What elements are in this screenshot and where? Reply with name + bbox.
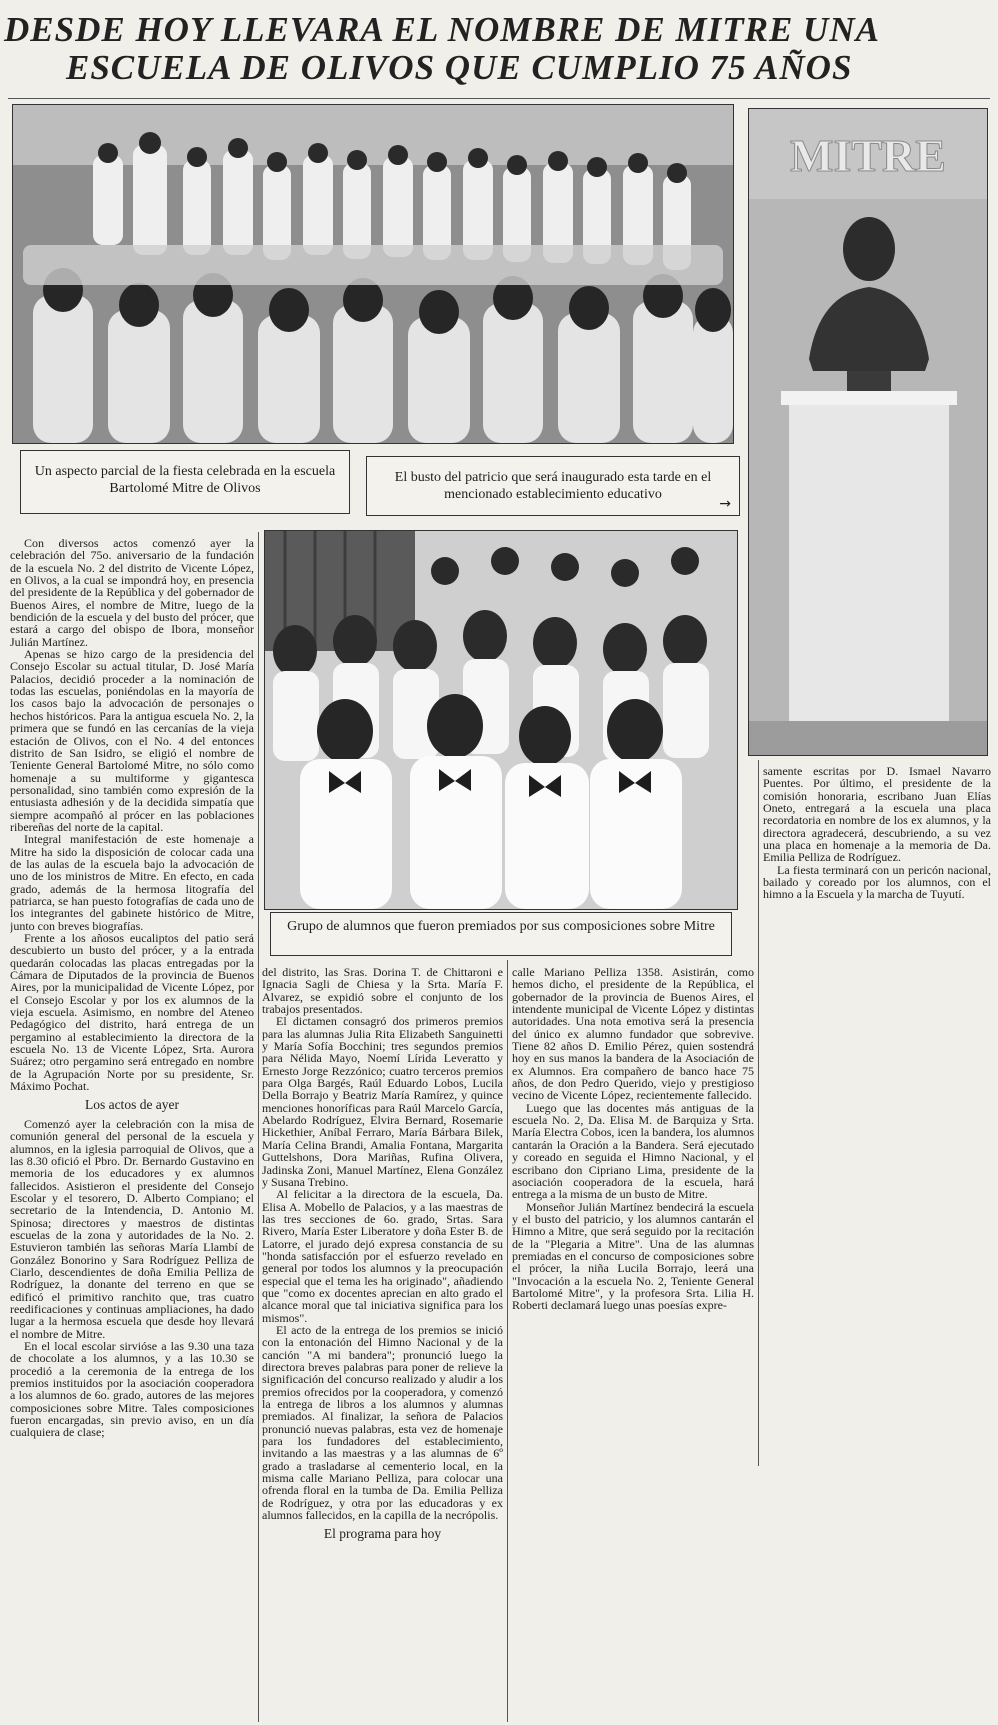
col1-paragraph: Con diversos actos comenzó ayer la celebración del 75o. aniversario de la fundación de la escuela No. 2 del distrito de Vicente López, en Olivos, a la cual se impondrá hoy, en presencia del presidente de la República y del gobernador de Buenos Aires, el nombre de Mitre, luego de la bendición de la escuela y del busto del prócer, que estará a cargo del obispo de Ibora, monseñor Julián Martínez. xyxy=(10,537,254,649)
crowd-photo xyxy=(12,104,734,444)
headline-line-1: DESDE HOY LLEVARA EL NOMBRE DE MITRE UNA xyxy=(4,10,880,49)
col4-paragraph: samente escritas por D. Ismael Navarro Puentes. Por último, el presidente de la comisión honoraria, escribano Juan Elías Oneto, entregará a la escuela una placa recordatoria en nombre de los ex alumnos, y la directora agradecerá, descubriendo, a su vez una placa en homenaje a la memoria de Da. Emilia Pelliza de Rodríguez. xyxy=(763,765,991,865)
col1-paragraph: Frente a los añosos eucaliptos del patio será descubierto un busto del prócer, y a la entrada quedarán colocadas las placas entregadas por la Cámara de Diputados de la provincia de Buenos Aires, por la municipalidad de Vicente López, por el Consejo Escolar y por los ex alumnos de la vieja escuela. Asimismo, en nombre del Ateneo Pedagógico del distrito, hará entrega de un pergamino al establecimiento la directora de la escuela No. 13 de Vicente López, Srta. Aurora Suárez; otro pergamino será entregado en nombre de la Agrupación Norte por su presidente, Sr. Máximo Pochat. xyxy=(10,931,254,1094)
col3-paragraph: Luego que las docentes más antiguas de la escuela No. 2, Da. Elisa M. de Barquiza y Srta. María Electra Cobos, icen la bandera, los alumnos cantarán la Oración a la Bandera. Será ejecutado y coreado en seguida el Himno Nacional, y el escribano don Cipriano Lima, presidente de la asociación cooperadora de la escuela, hará entrega a la misma de un busto de Mitre. xyxy=(512,1100,754,1202)
students-photo-caption xyxy=(270,912,732,956)
col2-paragraph: Al felicitar a la directora de la escuela, Da. Elisa A. Mobello de Palacios, y a las maestras de las tres secciones de 6o. grado, Srtas. Sara Rivero, María Ester Liberatore y doña Ester B. de Latorre, el jurado dejó expresa constancia de su "honda satisfacción por el esfuerzo revelado en general por todos los alumnos y la preocupación especial que el tema les ha originado", añadiendo que "como ex docentes aprecian en alto grado el alcance moral que tal iniciativa significa para los mismos". xyxy=(262,1187,503,1325)
article-column-2 xyxy=(262,966,503,1723)
col1-paragraph: Apenas se hizo cargo de la presidencia del Consejo Escolar su actual titular, D. José María Palacios, decidió proceder a la nominación de todas las escuelas, poniéndolas en la mayoría de los casos bajo la advocación de personajes o hechos históricos. Para la antigua escuela No. 2, la primera que se fundó en las cercanías de la vieja estación de Olivos, con el No. 4 del entonces distrito de San Isidro, se eligió el nombre de Teniente General Bartolomé Mitre, no sólo como homenaje a su multiforme y gigantesca personalidad, sino también como expresión de la entusiasta adhesión y de la decidida simpatía que siempre acompañó al prócer en las poblaciones ribereñas del norte de la capital. xyxy=(10,647,254,834)
article-column-4 xyxy=(763,765,991,965)
students-photo xyxy=(264,530,738,910)
column-rule-3 xyxy=(758,760,759,1466)
mitre-inscription: MITRE xyxy=(790,130,946,181)
bust-photo xyxy=(748,108,988,756)
col3-paragraph: Monseñor Julián Martínez bendecirá la escuela y el busto del patricio, y los alumnos cantarán el Himno a Mitre, que será seguido por la recitación de la "Plegaria a Mitre". Una de las alumnas premiadas en el concurso de composiciones sobre el prócer, la niña Lucila Borrajo, leerá una "Invocación a la escuela No. 2, Teniente General Bartolomé Mitre", y la profesora Srta. Lilia H. Roberti declamará luego unas poesías expre- xyxy=(512,1199,754,1313)
column-rule-2 xyxy=(507,960,508,1722)
article-column-1 xyxy=(10,537,254,1723)
crowd-photo-caption xyxy=(20,450,350,514)
col1-paragraph: Comenzó ayer la celebración con la misa de comunión general del personal de la escuela y alumnos, en la iglesia parroquial de Olivos, que a las 8.30 ofició el Pbro. Dr. Bernardo Gustavino en memoria de los educadores y ex alumnos fallecidos. Asistieron el presidente del Consejo Escolar y el tesorero, D. Alberto Compiano; el secretario de la Intendencia, D. Antonio M. Spinosa; directores y maestros de distintas escuelas de la zona y autoridades de la No. 2. Estuvieron también las señoras María Llambí de González Bonorino y Sara Rodríguez Pelliza de Ciarlo, descendientes de doña Emilia Pelliza de Rodríguez, la donante del terreno en que se edificó el primitivo ranchito que, tras cuatro reedificaciones y continuas ampliaciones, ha dado lugar a la hermosa escuela que desde hoy llevará el nombre de Mitre. xyxy=(10,1116,254,1341)
subhead-actos-de-ayer: Los actos de ayer xyxy=(84,1097,180,1113)
col1-paragraph: Integral manifestación de este homenaje a Mitre ha sido la disposición de colocar cada una de las aulas de la escuela bajo la advocación de uno de los ministros de Mitre. En efecto, en cada grado, además de la hermosa litografía del patriarca, se han puesto fotografías de cada uno de los integrantes del gabinete histórico de Mitre, junto con breves biografías. xyxy=(10,832,254,933)
col2-paragraph: El dictamen consagró dos primeros premios para las alumnas Julia Rita Elizabeth Sanguinetti y María Sofía Bocchini; tres segundos premios para Nélida Mayo, Noemí Lírida Leveratto y Ernesto Jorge Rezzónico; cuatro terceros premios para Olga Bargés, Raúl Eduardo Lobos, Lucila Della Borrajo y Beatriz María Ramírez, y quince menciones honoríficas para Raúl Marcelo García, Abelardo Rodríguez, Elvira Bernard, Rosemarie Hickethier, Aníbal Ferraro, María Bárbara Bilek, María Celina Brandi, Amalia Fontana, Margarita Guttelshons, Dora Mariñas, Rufina Olivera, Jadinska Zoni, Manuel Martínez, Elena González y Susana Trebino. xyxy=(262,1014,503,1189)
students-caption-text: Grupo de alumnos que fueron premiados por sus composiciones sobre Mitre xyxy=(287,919,715,934)
headline-line-2: ESCUELA DE OLIVOS QUE CUMPLIO 75 AÑOS xyxy=(66,48,853,87)
col4-paragraph: La fiesta terminará con un pericón nacional, bailado y coreado por los alumnos, con el himno a la Escuela y la marcha de Tuyutí. xyxy=(763,862,991,902)
col1-paragraph: En el local escolar sirvióse a las 9.30 una taza de chocolate a los alumnos, y a las 10.30 se procedió a la ceremonia de la entrega de los premios instituidos por la asociación cooperadora a los alumnos de 6o. grado, autores de las mejores composiciones sobre Mitre. Tales composiciones fueron encargadas, sin previo aviso, en un día cualquiera de clase; xyxy=(10,1339,254,1440)
column-rule-1 xyxy=(258,532,259,1722)
subhead-programa-para-hoy: El programa para hoy xyxy=(323,1526,442,1542)
bust-caption-text: El busto del patricio que será inaugurado esta tarde en el mencionado establecimiento educativo xyxy=(394,470,712,502)
col2-paragraph: del distrito, las Sras. Dorina T. de Chittaroni e Ignacia Sagli de Chiesa y la Srta. María F. Alvarez, se expidió sobre el conjunto de los trabajos presentados. xyxy=(262,966,503,1017)
header-rule xyxy=(8,98,990,99)
col3-paragraph: calle Mariano Pelliza 1358. Asistirán, como hemos dicho, el presidente de la República, el gobernador de la provincia de Buenos Aires, el intendente municipal de Vicente López y distintas autoridades. Una nota emotiva será la presencia del único ex alumno fundador que sobrevive. Tiene 82 años D. Emilio Pérez, quien sostendrá hoy en sus manos la bandera de la Asociación de ex Alumnos. Era compañero de banco hace 75 años, de don Pedro Querido, viejo y prestigioso vecino de Vicente López, recientemente fallecido. xyxy=(512,966,754,1103)
bust-photo-caption xyxy=(366,456,740,516)
crowd-caption-text: Un aspecto parcial de la fiesta celebrada en la escuela Bartolomé Mitre de Olivos xyxy=(34,464,336,496)
col2-paragraph: El acto de la entrega de los premios se inició con la entonación del Himno Nacional y de la canción "A mi bandera"; pronunció luego la directora breves palabras para poner de relieve la significación del concurso realizado y aludir a los premios ofrecidos por la cooperadora, y comenzó la entrega de libros a los alumnos y alumnas premiados. Al finalizar, la señora de Palacios pronunció nuevas palabras, esta vez de homenaje para los fundadores del establecimiento, invitando a las maestras y a las alumnas de 6º grado a trasladarse al cementerio local, en la misma calle Mariano Pelliza, para colocar una ofrenda floral en la tumba de Da. Emilia Pelliza de Rodríguez, y otra por las educadoras y ex alumnos fallecidos, en la capilla de la necrópolis. xyxy=(262,1322,503,1523)
arrow-right-icon: → xyxy=(719,496,731,512)
article-column-3 xyxy=(512,966,754,1466)
